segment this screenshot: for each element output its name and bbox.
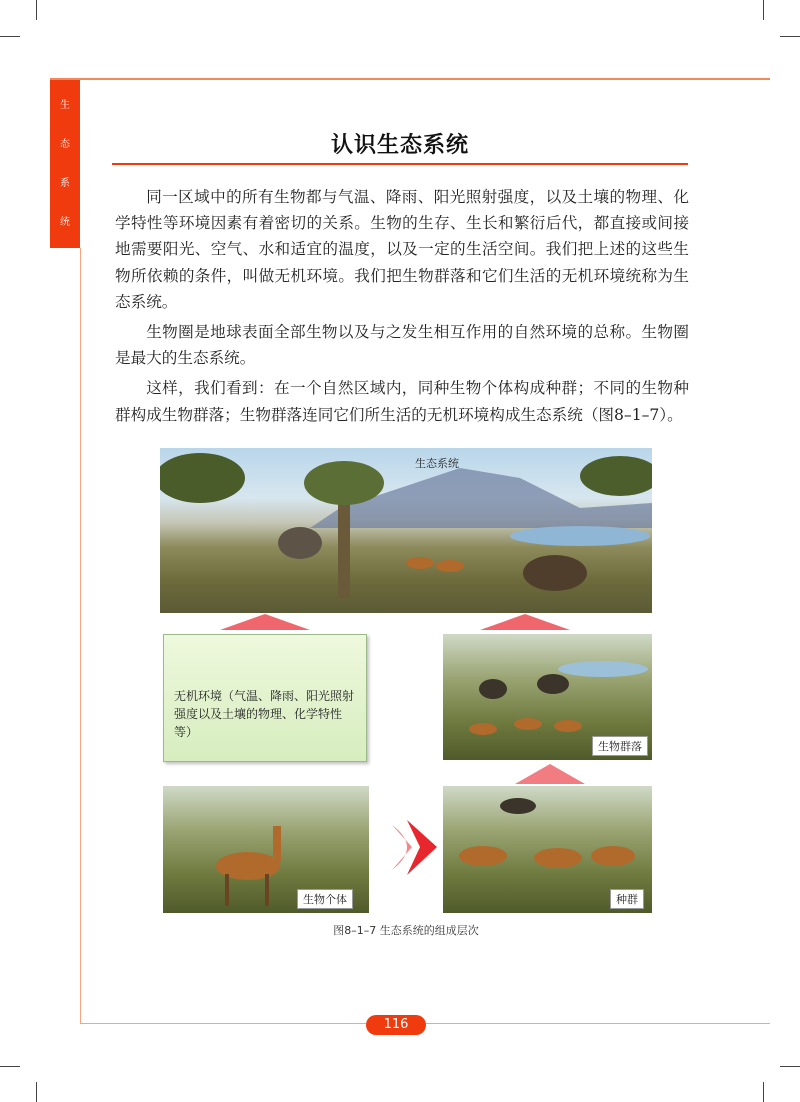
side-tab-char: 统 (60, 216, 70, 228)
environment-box: 无机环境（气温、降雨、阳光照射强度以及土壤的物理、化学特性等） (163, 634, 367, 762)
individual-label: 生物个体 (297, 889, 353, 909)
title-underline (112, 163, 688, 165)
paragraph: 同一区域中的所有生物都与气温、降雨、阳光照射强度，以及土壤的物理、化学特性等环境因素有着密切的关系。生物的生存、生长和繁衍后代，都直接或间接地需要阳光、空气、水和适宜的温度，以及一定的生活空间。我们把上述的这些生物所依赖的条件，叫做无机环境。我们把生物群落和它们生活的无机环境统称为生态系统。 (115, 188, 689, 311)
savanna-illustration (160, 448, 652, 613)
margin-rule (80, 248, 81, 1024)
figure-caption: 图8–1–7 生态系统的组成层次 (333, 924, 479, 937)
paragraph: 生物圈是地球表面全部生物以及与之发生相互作用的自然环境的总称。生物圈是最大的生态系统。 (115, 323, 689, 368)
crop-mark (36, 1082, 37, 1102)
page-number: 116 (366, 1015, 426, 1035)
community-photo (443, 634, 652, 760)
population-label: 种群 (610, 889, 644, 909)
crop-mark (0, 36, 20, 37)
individual-photo (163, 786, 369, 913)
section-title: 认识生态系统 (330, 133, 469, 158)
crop-mark (763, 0, 764, 20)
crop-mark (763, 1082, 764, 1102)
population-photo (443, 786, 652, 913)
side-tab-char: 态 (60, 138, 70, 150)
side-tab-char: 系 (60, 177, 70, 189)
arrow-up-icon (480, 614, 570, 630)
chapter-side-tab (50, 80, 80, 248)
side-tab-char: 生 (60, 99, 70, 111)
arrow-up-icon (515, 764, 585, 784)
arrow-right-icon (392, 820, 437, 875)
community-label: 生物群落 (592, 736, 648, 756)
ecosystem-figure (160, 448, 652, 937)
crop-mark (780, 36, 800, 37)
ecosystem-photo (160, 448, 652, 613)
ecosystem-label: 生态系统 (415, 457, 459, 470)
arrow-up-icon (220, 614, 310, 630)
body-text (115, 184, 689, 432)
crop-mark (780, 1066, 800, 1067)
crop-mark (36, 0, 37, 20)
crop-mark (0, 1066, 20, 1067)
paragraph: 这样，我们看到：在一个自然区域内，同种生物个体构成种群；不同的生物种群构成生物群落；生物群落连同它们所生活的无机环境构成生态系统（图8–1–7）。 (115, 379, 689, 424)
header-rule (50, 78, 770, 80)
